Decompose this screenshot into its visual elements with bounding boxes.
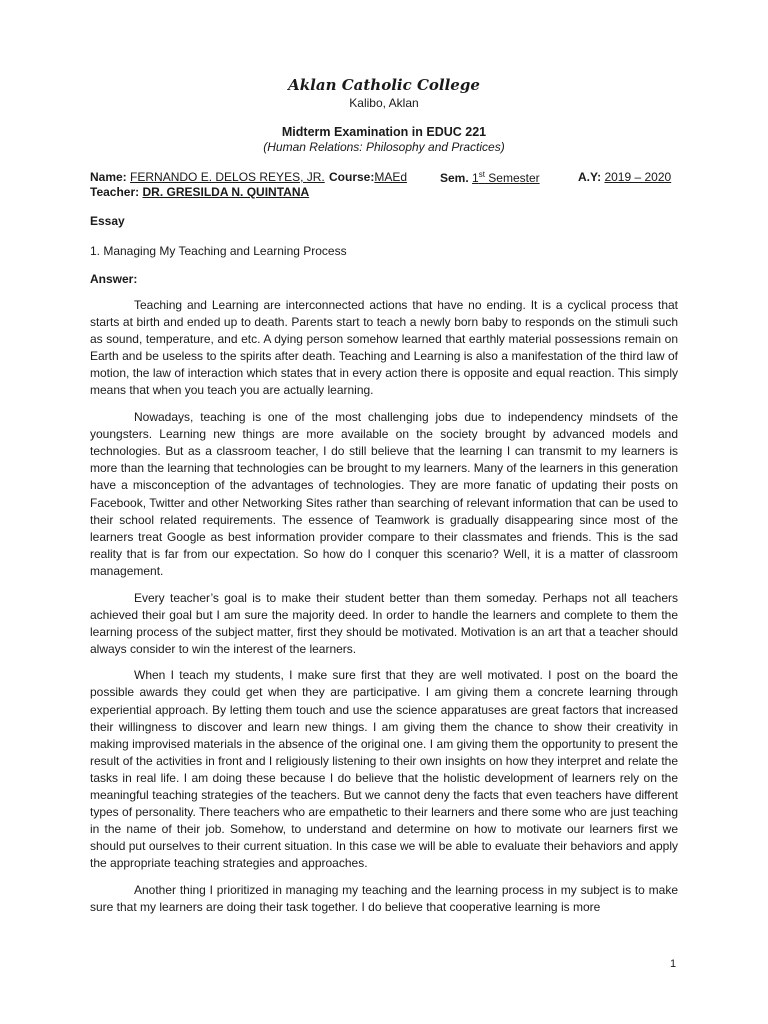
course-value: MAEd <box>374 170 408 184</box>
course-row <box>329 170 407 184</box>
college-name: Aklan Catholic College <box>288 76 480 94</box>
paragraph: Every teacher’s goal is to make their student better than them someday. Perhaps not all teachers achieved their goal but I am sure the majority deed. In order to handle the learners and complete to them the learning process of the subject matter, first they should be motivated. Motivation is an art that a teacher should always consider to win the interest of the learners. <box>90 590 678 656</box>
paragraph: Nowadays, teaching is one of the most challenging jobs due to independency mindsets of the youngsters. Learning new things are more available on the society brought by advanced models and technologies. But as a classroom teacher, I do still believe that the learning I can transmit to my learners is more than the learning that technologies can be brought to my learners. Many of the learners in this generation have a misconception of the advantages of technologies. They are more fanatic of updating their posts on Facebook, Twitter and other Networking Sites rather than searching of relevant information that can be used to their school related requirements. The essence of Teamwork is gradually disappearing since most of the learners treat Google as best information provider compare to their classmates and friends. This is the sad reality that is far from our expectation. So how do I conquer this scenario? Well, it is a matter of classroom management. <box>90 410 678 578</box>
semester-number: 1 <box>472 171 479 185</box>
name-label: Name: <box>90 170 127 184</box>
course-label: Course: <box>329 170 375 184</box>
essay-body <box>90 297 678 926</box>
answer-label: Answer: <box>90 272 138 286</box>
teacher-name: DR. GRESILDA N. QUINTANA <box>142 185 310 199</box>
paragraph: Another thing I prioritized in managing my teaching and the learning process in my subject is to make sure that my learners are doing their task together. I do believe that cooperative learning is more <box>90 883 678 915</box>
semester-label: Sem. <box>440 171 469 185</box>
semester-text: Semester <box>484 171 540 185</box>
teacher-row <box>90 185 309 199</box>
semester-suffix: st <box>478 170 485 179</box>
semester-row <box>440 170 540 185</box>
exam-title: Midterm Examination in EDUC 221 <box>281 125 487 139</box>
page-number: 1 <box>670 958 677 970</box>
paragraph: Teaching and Learning are interconnected actions that have no ending. It is a cyclical process that starts at birth and ended up to death. Parents start to teach a newly born baby to responds on the stimuli such as sound, temperature, and etc. A dying person somehow learned that earthly material possessions remain on Earth and be useless to the spirits after death. Teaching and Learning is also a manifestation of the third law of motion, the law of interaction which states that in every action there is opposite and equal reaction. This simply means that when you teach you are actually learning. <box>90 298 678 398</box>
academic-year-label: A.Y: <box>578 170 602 184</box>
paragraph: When I teach my students, I make sure first that they are well motivated. I post on the board the possible awards they could get when they are participative. I am giving them a concrete learning through experiential approach. By letting them touch and use the science apparatuses are great factors that increased their willingness to discover and learn new things. I am giving them the chance to show their creativity in making improvised materials in the absence of the original one. I am giving them the opportunity to present the result of the activities in front and I religiously listening to their own insights on how they interpret and relate the tasks in real life. I am doing these because I do believe that the holistic development of learners rely on the meaningful teaching strategies of the teachers. But we cannot deny the facts that even teachers have different types of personality. There teachers who are empathetic to their learners and there some who are just teaching in the name of their job. Somehow, to understand and determine on how to motivate our learners first we should put ourselves to their current situation. In this case we will be able to evaluate their behaviors and apply the appropriate teaching strategies and approaches. <box>90 668 678 871</box>
teacher-label: Teacher: <box>90 185 140 199</box>
academic-year-row <box>578 170 671 184</box>
student-name: FERNANDO E. DELOS REYES, JR. <box>130 170 325 184</box>
semester-value <box>472 171 540 185</box>
essay-label: Essay <box>90 214 125 228</box>
exam-subtitle: (Human Relations: Philosophy and Practices) <box>263 140 505 154</box>
college-location: Kalibo, Aklan <box>349 96 419 110</box>
academic-year-value: 2019 – 2020 <box>604 170 672 184</box>
question-heading: 1. Managing My Teaching and Learning Process <box>90 244 347 258</box>
student-name-row <box>90 170 325 184</box>
